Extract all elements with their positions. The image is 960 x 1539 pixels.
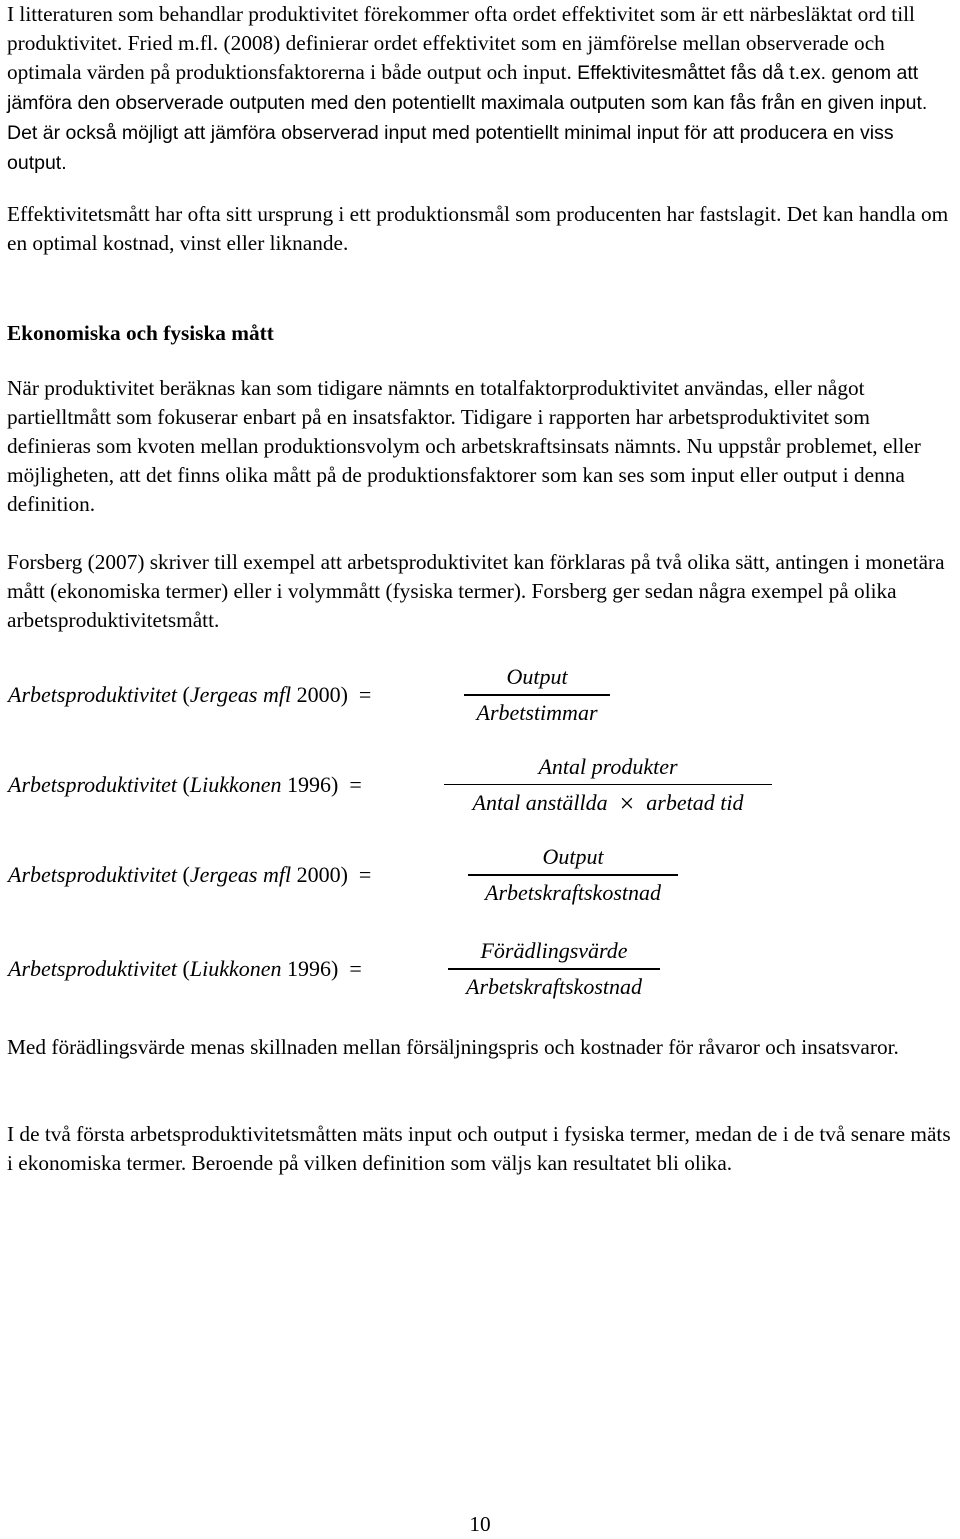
forsberg-paragraph: Forsberg (2007) skriver till exempel att arbetsproduktivitet kan förklaras på två olika sätt, antingen i monetära mått (ekonomiska termer) eller i volymmått (fysiska termer). Forsberg ger sedan några exempel på olika arbetsproduktivitetsmått. xyxy=(7,550,945,632)
intro-text-sans: Effektivitesmåttet fås då t.ex. genom att jämföra den observerade outputen med den potentiellt maximala outputen som kan fås från en given input. Det är också möjligt att jämföra observerad input med potentiellt minimal input för att producera en viss output. xyxy=(7,62,928,174)
intro-text-serif: I litteraturen som behandlar produktivitet förekommer ofta ordet effektivitet som är ett närbesläktat ord till produktivitet. Fried m.fl. (2008) definierar ordet effektivitet som en jämförelse mellan observerade och optimala värden på produktionsfaktorerna i både output och input. xyxy=(7,2,915,84)
equation-2 xyxy=(8,745,808,825)
equation-3-fraction xyxy=(468,835,678,915)
equation-2-fraction xyxy=(444,745,772,825)
efficiency-goal-paragraph: Effektivitetsmått har ofta sitt ursprung i ett produktionsmål som producenten har fastslagit. Det kan handla om en optimal kostnad, vinst eller liknande. xyxy=(7,202,949,255)
equation-3-denominator: Arbetskraftskostnad xyxy=(485,879,661,905)
equation-1-lhs: Arbetsproduktivitet (Jergeas mfl 2000) = xyxy=(8,682,372,707)
equation-2-denominator: Antal anställda × arbetad tid xyxy=(472,789,744,819)
equation-4-fraction-bar xyxy=(448,968,660,969)
equation-2-numerator: Antal produkter xyxy=(538,753,678,779)
equation-2-fraction-bar xyxy=(444,784,772,785)
section-heading: Ekonomiska och fysiska mått xyxy=(7,321,274,345)
equation-3-lhs: Arbetsproduktivitet (Jergeas mfl 2000) = xyxy=(8,862,372,887)
page-number: 10 xyxy=(469,1512,491,1536)
equation-4-numerator: Förädlingsvärde xyxy=(480,938,628,964)
equation-3-numerator: Output xyxy=(542,844,604,870)
equation-1 xyxy=(8,655,808,735)
productivity-paragraph: När produktivitet beräknas kan som tidigare nämnts en totalfaktorproduktivitet användas, eller något partielltmått som fokuserar enbart på en insatsfaktor. Tidigare i rapporten har arbetsproduktivitet som definieras som kvoten mellan produktionsvolym och arbetskraftsinsats nämnts. Nu uppstår problemet, eller möjligheten, att det finns olika mått på de produktionsfaktorer som kan ses som input eller output i denna definition. xyxy=(7,376,921,516)
intro-paragraph xyxy=(7,0,957,178)
equation-1-denominator: Arbetstimmar xyxy=(476,699,598,725)
equation-1-fraction-bar xyxy=(464,694,610,695)
equation-4-fraction xyxy=(448,929,660,1009)
equation-3 xyxy=(8,835,808,915)
measurement-paragraph: I de två första arbetsproduktivitetsmåtten mäts input och output i fysiska termer, medan de i de två senare mäts i ekonomiska termer. Beroende på vilken definition som väljs kan resultatet bli olika. xyxy=(7,1122,951,1175)
value-added-paragraph: Med förädlingsvärde menas skillnaden mellan försäljningspris och kostnader för råvaror och insatsvaror. xyxy=(7,1035,899,1059)
multiplication-sign: × xyxy=(619,789,635,819)
equation-3-fraction-bar xyxy=(468,874,678,875)
equation-1-numerator: Output xyxy=(506,664,568,690)
equation-4-lhs: Arbetsproduktivitet (Liukkonen 1996) = xyxy=(8,956,362,981)
equation-2-lhs: Arbetsproduktivitet (Liukkonen 1996) = xyxy=(8,772,362,797)
equation-1-fraction xyxy=(464,655,610,735)
equation-4 xyxy=(8,929,808,1009)
equation-4-denominator: Arbetskraftskostnad xyxy=(466,973,642,999)
